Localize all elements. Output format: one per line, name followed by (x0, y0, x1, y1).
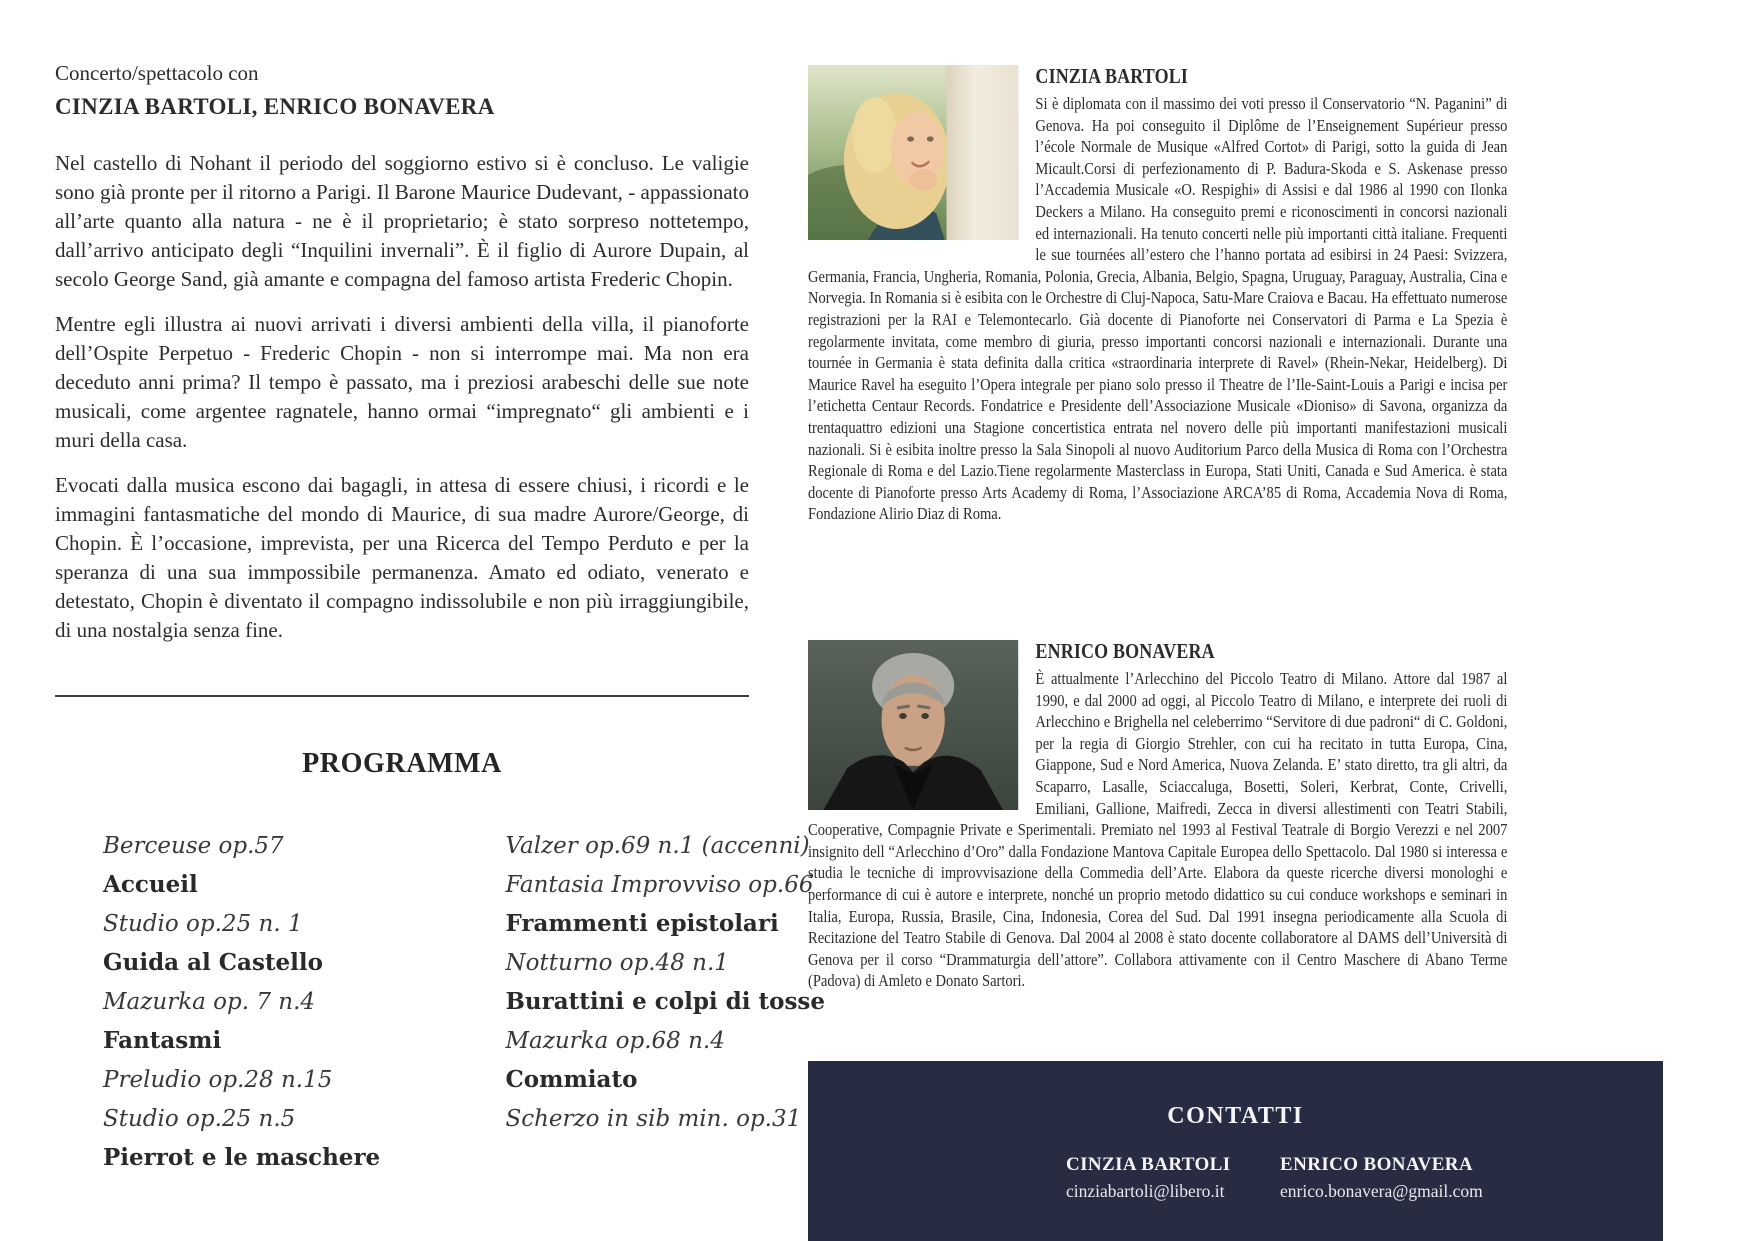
contact-name: ENRICO BONAVERA (1280, 1154, 1474, 1175)
program-item: Preludio op.28 n.15 (103, 1067, 333, 1093)
program-column-left (103, 828, 505, 1179)
section-divider (55, 695, 749, 697)
contact-email: enrico.bonavera@gmail.com (1280, 1181, 1483, 1201)
cinzia-bartoli-photo (808, 65, 1018, 240)
contacts-heading: CONTATTI (1167, 1103, 1304, 1129)
program-item: Valzer op.69 n.1 (accenni) (505, 833, 810, 859)
program-item: Fantasmi (103, 1027, 222, 1054)
program-item: Mazurka op. 7 n.4 (103, 989, 316, 1015)
program-column-right (505, 828, 825, 1179)
program-item: Studio op.25 n. 1 (103, 911, 303, 937)
bio-text-cinzia: Si è diplomata con il massimo dei voti presso il Conservatorio “N. Paganini” di Genova. Ha poi conseguito il Diplôme de l’Enseignement Supérieur presso l’école Normale de Musique «Alfred Cortot» di Parigi, sotto la guida di Jean Micault.Corsi di perfezionamento di P. Badura-Skoda e S. Askenase presso l’Accademia Musicale «O. Respighi» di Assisi e dal 1986 al 1990 con Ilonka Deckers a Milano. Ha conseguito premi e riconoscimenti in concorsi nazionali ed internazionali. Ha tenuto concerti nelle più importanti città italiane. Frequenti le sue tournées all’estero che l’hanno portata ad esibirsi in 24 Paesi: Svizzera, Germania, Francia, Ungheria, Romania, Polonia, Grecia, Albania, Belgio, Spagna, Uruguay, Paraguay, Australia, Cina e Norvegia. In Romania si è esibita con le Orchestre di Cluj-Napoca, Satu-Mare Craiova e Bacau. Ha effettuato numerose registrazioni per la RAI e Telemontecarlo. Già docente di Pianoforte nei Conservatori di Parma e La Spezia è regolarmente invitata, come membro di giuria, presso importanti concorsi nazionali e internazionali. Durante una tournée in Germania è stata definita dalla critica «straordinaria interprete di Ravel» (Rhein-Nekar, Heidelberg). Di Maurice Ravel ha eseguito l’Opera integrale per piano solo presso il Theatre de l’Ile-Saint-Louis a Parigi e incisa per l’etichetta Centaur Records. Fondatrice e Presidente dell’Associazione Musicale «Dioniso» di Savona, organizza da trentaquattro edizioni una Stagione concertistica entrata nel novero delle più importanti manifestazioni musicali nazionali. Si è esibita inoltre presso la Sala Sinopoli al nuovo Auditorium Parco della Musica di Roma con l’Orchestra Regionale di Roma e del Lazio.Tiene regolarmente Masterclass in Europa, Stati Uniti, Canada e Sud America. è stata docente di Pianoforte presso Arts Academy di Roma, l’Associazione ARCA’85 di Roma, Accademia Nova di Roma, Fondazione Alirio Diaz di Roma. (808, 94, 1508, 524)
program-item: Studio op.25 n.5 (103, 1106, 296, 1132)
program-item: Mazurka op.68 n.4 (505, 1028, 725, 1054)
contact-entry-enrico (1280, 1154, 1494, 1202)
program-item: Fantasia Improvviso op.66 (505, 872, 814, 898)
program-item: Notturno op.48 n.1 (505, 950, 729, 976)
cinzia-bartoli-portrait (808, 65, 1018, 240)
program-item: Frammenti epistolari (505, 910, 779, 937)
intro-paragraph-3: Evocati dalla musica escono dai bagagli, in attesa di essere chiusi, i ricordi e le immagini fantasmatiche del mondo di Maurice, di sua madre Aurore/George, di Chopin. È l’occasione, imprevista, per una Ricerca del Tempo Perduto e per la speranza di una sua immpossibile permanenza. Amato ed odiato, venerato e detestato, Chopin è diventato il compagno indissolubile e non più irraggiungibile, di una nostalgia senza fine. (55, 473, 749, 642)
program-item: Guida al Castello (103, 949, 323, 976)
intro-section (55, 60, 749, 688)
bio-enrico-bonavera (808, 638, 1507, 1056)
program-heading: PROGRAMMA (302, 748, 502, 779)
intro-paragraph-2: Mentre egli illustra ai nuovi arrivati i diversi ambienti della villa, il pianoforte dell’Ospite Perpetuo - Frederic Chopin - non si interrompe mai. Ma non era deceduto anni prima? Il tempo è passato, ma i preziosi arabeschi delle sue note musicali, come argentee ragnatele, hanno ormai “impregnato“ gli ambienti e i muri della casa. (55, 312, 749, 452)
program-item: Burattini e colpi di tosse (505, 988, 825, 1015)
program-item: Accueil (103, 871, 198, 898)
bio-text-enrico: È attualmente l’Arlecchino del Piccolo Teatro di Milano. Attore dal 1987 al 1990, e dal 2000 ad oggi, al Piccolo Teatro di Milano, e interprete dei ruoli di Arlecchino e Brighella nel celeberrimo “Servitore di due padroni“ di C. Goldoni, per la regia di Giorgio Strehler, con cui ha recitato in tutta Europa, Cina, Giappone, Sud e Nord America, Nuova Zelanda. E’ stato diretto, tra gli altri, da Scaparro, Lasalle, Sciaccaluga, Bosetti, Soleri, Kerbrat, Conte, Crivelli, Emiliani, Gallione, Maifredi, Zecca in diversi allestimenti con Teatri Stabili, Cooperative, Compagnie Private e Sperimentali. Premiato nel 1993 al Festival Teatrale di Borgio Verezzi e nel 2007 insignito dell “Arlecchino d’Oro” dalla Fondazione Mantova Capitale Europea dello Spettacolo. Dal 1980 si interessa e studia le tecniche di improvvisazione della Commedia dell’Arte. Elabora da queste ricerche diversi monologhi e performance di cui è autore e interprete, nonché un proprio metodo didattico su cui conduce workshops e seminari in Italia, Europa, Russia, Brasile, Cina, Indonesia, Corea del Sud. Dal 1991 insegna periodicamente alla Scuola di Recitazione del Teatro Stabile di Genova. Dal 2004 al 2008 è stato docente collaboratore al DAMS dell’Università di Genova per il corso “Drammaturgia dell’attore”. Collabora attivamente con il Centro Maschere di Abano Terme (Padova) di Amleto e Donato Sartori. (808, 669, 1508, 991)
contacts-box (808, 1061, 1663, 1241)
contact-name: CINZIA BARTOLI (1066, 1154, 1231, 1175)
performers-title: CINZIA BARTOLI, ENRICO BONAVERA (55, 94, 495, 119)
program-item: Commiato (505, 1066, 638, 1093)
bio-cinzia-bartoli (808, 63, 1507, 625)
program-lists (55, 828, 825, 1179)
program-section (55, 748, 825, 1179)
contacts-row (1066, 1154, 1663, 1202)
program-item: Pierrot e le maschere (103, 1144, 381, 1171)
intro-paragraph-1: Nel castello di Nohant il periodo del soggiorno estivo si è concluso. Le valigie sono già pronte per il ritorno a Parigi. Il Barone Maurice Dudevant, - appassionato all’arte quanto alla natura - ne è il proprietario; è stato sorpreso nottetempo, dall’arrivo anticipato degli “Inquilini invernali”. È il figlio di Aurore Dupain, al secolo George Sand, già amante e compagna del famoso artista Frederic Chopin. (55, 151, 749, 291)
program-item: Berceuse op.57 (103, 833, 284, 859)
bio-name-cinzia: CINZIA BARTOLI (1035, 64, 1189, 88)
contact-email: cinziabartoli@libero.it (1066, 1181, 1225, 1201)
program-item: Scherzo in sib min. op.31 (505, 1106, 802, 1132)
enrico-bonavera-portrait (808, 640, 1018, 810)
kicker-line: Concerto/spettacolo con (55, 61, 259, 85)
bio-name-enrico: ENRICO BONAVERA (1035, 639, 1215, 663)
contact-entry-cinzia (1066, 1154, 1280, 1202)
enrico-bonavera-photo (808, 640, 1018, 810)
